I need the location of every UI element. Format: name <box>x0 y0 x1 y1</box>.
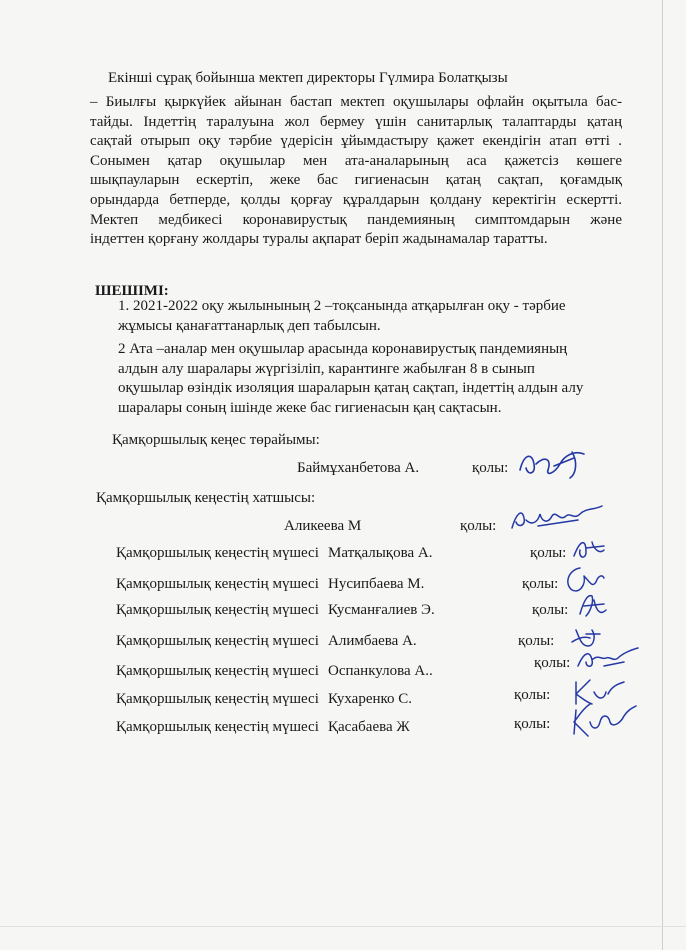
chair-label: Қамқоршылық кеңес төрайымы: <box>112 432 320 448</box>
paragraph-line: Сонымен қатар оқушылар мен ата-аналарының аса қажетсіз көшеге <box>90 152 622 169</box>
decision-line: 2 Ата –аналар мен оқушылар арасында коронавирустық пандемияның <box>118 341 568 357</box>
member-row <box>116 691 413 708</box>
decision-line: жұмысы қанағаттанарлық деп табылсын. <box>118 317 381 334</box>
member-role: Қамқоршылық кеңестің мүшесі <box>116 633 319 649</box>
secretary-signature <box>508 500 608 536</box>
secretary-label: Қамқоршылық кеңестің хатшысы: <box>96 490 316 506</box>
member-name: Матқалықова А. <box>328 545 433 561</box>
member-role: Қамқоршылық кеңестің мүшесі <box>116 545 319 561</box>
member-row <box>116 663 433 680</box>
member-sign-word: қолы: <box>514 716 551 732</box>
member-sign-word: қолы: <box>522 576 559 592</box>
paragraph-line: сақтай отырып оқу тәрбие үдерісін ұйымдастыру қажет екендігін атап өтті . <box>90 133 622 150</box>
decision-title: ШЕШІМІ: <box>95 283 169 299</box>
paragraph-line: орындарда бетперде, қолды қорғау құралдарын қолдану керектігін ескертті. <box>90 191 622 208</box>
member-sign-word: қолы: <box>514 687 551 703</box>
member-sign-word: қолы: <box>518 633 555 649</box>
member-name: Нусипбаева М. <box>328 576 425 592</box>
chair-signature <box>514 444 594 484</box>
chair-name: Баймұханбетова А. <box>297 460 420 476</box>
member-name: Қасабаева Ж <box>328 719 410 735</box>
member-row <box>116 545 433 562</box>
paragraph-line: тайды. Індеттің таралуына жол бермеу үшін санитарлық талаптарды қатаң <box>90 113 622 130</box>
chair-sign-word: қолы: <box>472 460 509 476</box>
member-role: Қамқоршылық кеңестің мүшесі <box>116 691 319 707</box>
member-role: Қамқоршылық кеңестің мүшесі <box>116 719 319 735</box>
member-sign-word: қолы: <box>534 655 571 671</box>
member-signature <box>574 588 610 622</box>
member-signature <box>574 642 644 676</box>
member-row <box>116 576 425 593</box>
member-name: Кухаренко С. <box>328 691 413 707</box>
decision-line: 1. 2021-2022 оқу жылынының 2 –тоқсанында атқарылған оқу - тәрбие <box>118 298 566 314</box>
speech-paragraph <box>90 93 622 250</box>
member-role: Қамқоршылық кеңестің мүшесі <box>116 663 319 679</box>
decision-item-2 <box>118 340 618 418</box>
member-sign-word: қолы: <box>532 602 569 618</box>
decision-line: оқушылар өзіндік изоляция шараларын қатаң сақтап, індеттің алдын алу <box>118 380 584 397</box>
page-bottom-edge <box>0 926 686 927</box>
member-row <box>116 602 435 619</box>
paragraph-line: шықпауларын ескертіп, жеке бас гигиенасын қатаң сақтап, қоғамдық <box>90 172 622 189</box>
member-row <box>116 633 417 650</box>
member-name: Алимбаева А. <box>328 633 417 649</box>
member-row <box>116 719 410 736</box>
member-role: Қамқоршылық кеңестің мүшесі <box>116 576 319 592</box>
member-sign-word: қолы: <box>530 545 567 561</box>
decision-item-1 <box>118 297 618 336</box>
member-name: Оспанкулова А.. <box>328 663 433 679</box>
paragraph-line: Мектеп медбикесі коронавирустық пандемияның симптомдарын және <box>90 211 622 228</box>
paragraph-line: індеттен қорғану жолдары туралы ақпарат беріп жадынамалар таратты. <box>90 231 548 248</box>
member-role: Қамқоршылық кеңестің мүшесі <box>116 602 319 618</box>
member-signature <box>570 532 610 564</box>
speaker-line: Екінші сұрақ бойынша мектеп директоры Гүлмира Болатқызы <box>108 70 508 86</box>
page-edge-line <box>662 0 663 950</box>
decision-line: алдын алу шаралары жүргізіліп, карантинге жабылған 8 в сынып <box>118 360 535 377</box>
decision-line: шаралары соның ішінде жеке бас гигиенасын қаң сақтасын. <box>118 399 502 416</box>
secretary-name: Аликеева М <box>284 518 362 534</box>
paragraph-line: – Биылғы қыркүйек айынан бастап мектеп оқушылары офлайн оқытыла бас- <box>90 94 622 110</box>
secretary-sign-word: қолы: <box>460 518 497 534</box>
member-signature <box>566 700 638 742</box>
member-name: Кусманғалиев Э. <box>328 602 435 618</box>
